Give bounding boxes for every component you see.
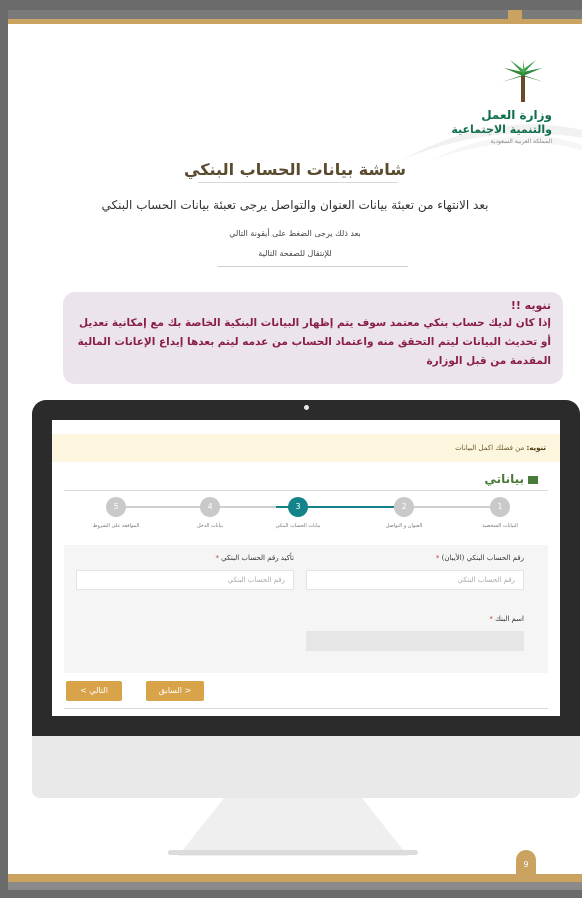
wizard-steps <box>82 490 532 530</box>
step-1-label: البيانات الشخصية <box>482 523 518 529</box>
instruction-divider <box>218 266 408 267</box>
screen-footer-divider <box>64 708 548 709</box>
page-subtitle: بعد الانتهاء من تعبئة بيانات العنوان والتواصل يرجى تعبئة بيانات الحساب البنكي <box>101 198 489 212</box>
step-4[interactable]: 4 <box>200 497 220 517</box>
instruction-line-2: للإنتقال للصفحة التالية <box>258 249 332 258</box>
step-3[interactable]: 3 <box>288 497 308 517</box>
form-panel <box>64 545 548 673</box>
warning-line-3: المقدمة من قبل الوزارة <box>426 355 551 367</box>
previous-button[interactable]: < السابق <box>146 681 204 701</box>
step-5[interactable]: 5 <box>106 497 126 517</box>
bank-name-label <box>489 615 524 623</box>
laptop-stand <box>178 798 408 856</box>
iban-input[interactable]: رقم الحساب البنكي <box>306 570 524 590</box>
card-icon <box>528 476 538 484</box>
next-button[interactable]: التالي > <box>66 681 122 701</box>
page-number-tab: 9 <box>516 850 536 882</box>
step-3-label: بيانات الحساب البنكي <box>275 523 321 529</box>
laptop-stand-foot <box>168 850 418 855</box>
iban-label <box>436 554 524 562</box>
step-2-label: العنوان و التواصل <box>385 523 423 529</box>
confirm-iban-input[interactable]: رقم الحساب البنكي <box>76 570 294 590</box>
top-gold-band <box>8 19 582 24</box>
warning-line-1: إذا كان لديك حساب بنكي معتمد سوف يتم إظهار البيانات البنكية الخاصة بك مع إمكانية تعديل <box>79 317 551 329</box>
step-1[interactable]: 1 <box>490 497 510 517</box>
laptop-base <box>32 736 580 798</box>
bottom-gold-band <box>8 874 582 882</box>
step-2[interactable]: 2 <box>394 497 414 517</box>
warning-box <box>63 292 563 384</box>
laptop-camera <box>304 405 309 410</box>
palm-tree-icon <box>500 60 546 104</box>
section-title-text: بياناتي <box>484 472 524 486</box>
screen-notice-bar <box>52 434 560 462</box>
iban-required-mark: * <box>435 554 440 562</box>
notice-bold: تنويه: <box>526 444 546 452</box>
warning-title: تنويه !! <box>510 299 551 312</box>
bottom-gray-band <box>8 882 582 890</box>
title-divider <box>198 182 398 183</box>
confirm-required-mark: * <box>215 554 219 562</box>
bank-name-label-text: اسم البنك <box>495 615 524 623</box>
notice-text: من فضلك اكمل البيانات <box>455 444 527 452</box>
step-5-label: الموافقة على الشروط <box>92 523 140 529</box>
warning-line-2: أو تحديث البيانات ليتم التحقق منه واعتماد الحساب من عدمه ليتم بعدها إيداع الإعانات المالية <box>77 336 551 348</box>
logo-line-kingdom: المملكة العربية السعودية <box>490 138 552 145</box>
bank-name-select[interactable] <box>306 631 524 651</box>
step-4-label: بيانات الدخل <box>196 523 224 529</box>
confirm-iban-label <box>215 554 294 562</box>
page-title: شاشة بيانات الحساب البنكي <box>184 160 406 179</box>
bank-required-mark: * <box>489 615 493 623</box>
ministry-logo <box>432 60 552 147</box>
confirm-iban-label-text: تأكيد رقم الحساب البنكي <box>221 554 294 562</box>
document-page <box>8 10 582 890</box>
instruction-line-1: بعد ذلك يرجى الضغط على أيقونة التالي <box>229 229 361 238</box>
top-gray-band <box>8 10 582 19</box>
iban-label-text: رقم الحساب البنكي (الأيبان) <box>441 554 524 562</box>
logo-line-ministry: وزارة العمل <box>481 108 552 122</box>
section-title <box>484 472 538 486</box>
laptop-screen <box>52 420 560 716</box>
logo-line-development: والتنمية الاجتماعية <box>451 123 552 136</box>
top-gold-tab <box>508 10 522 19</box>
